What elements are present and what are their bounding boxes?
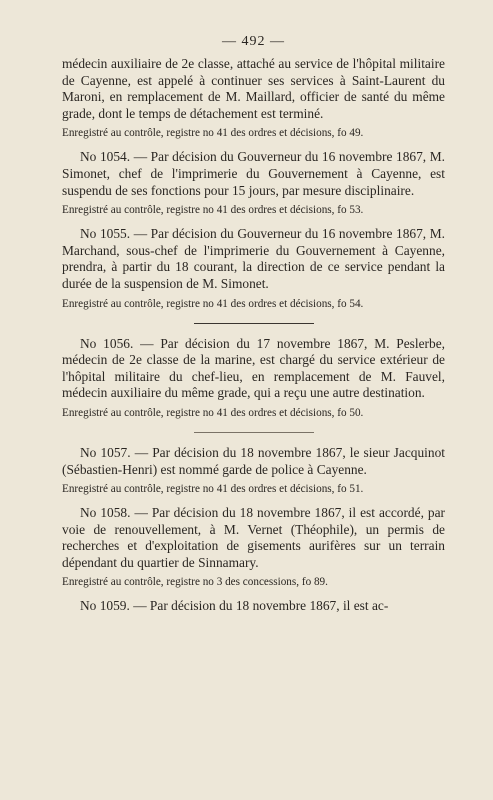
decision-1055-text: No 1055. — Par décision du Gouverneur du 16 novembre 1867, M. Marchand, sous-chef de l'imprimerie du Gouvernement à Cayenne, prendra, à partir du 18 courant, la direction de ce service pendant la durée de la suspension de M. Simonet.: [62, 226, 445, 291]
decision-1055-registration: Enregistré au contrôle, registre no 41 des ordres et décisions, fo 54.: [62, 297, 364, 310]
decision-1057-text: No 1057. — Par décision du 18 novembre 1867, le sieur Jacquinot (Sébastien-Henri) est nommé garde de police à Cayenne.: [62, 444, 445, 477]
section-separator: [194, 323, 314, 324]
decision-1058-text: No 1058. — Par décision du 18 novembre 1867, il est accordé, par voie de renouvellement, à M. Vernet (Théophile), un permis de recherches et d'exploitation de gisements aurifères sur un terrain dépendant du quartier de Sinnamary.: [62, 505, 445, 570]
decision-1058-registration: Enregistré au contrôle, registre no 3 des concessions, fo 89.: [62, 576, 328, 589]
page-number: — 492 —: [222, 34, 285, 49]
decision-1056-text: No 1056. — Par décision du 17 novembre 1867, M. Peslerbe, médecin de 2e classe de la marine, est chargé du service extérieur de l'hôpital militaire du chef-lieu, en remplacement de M. Fauvel, médecin auxiliaire du même grade, qui a reçu une autre destination.: [62, 335, 445, 401]
decision-1057-registration: Enregistré au contrôle, registre no 41 des ordres et décisions, fo 51.: [62, 483, 364, 496]
decision-1056-registration: Enregistré au contrôle, registre no 41 des ordres et décisions, fo 50.: [62, 406, 364, 419]
spacer: [62, 140, 445, 149]
decision-1059-text: No 1059. — Par décision du 18 novembre 1867, il est ac-: [80, 598, 389, 614]
spacer: [62, 589, 445, 598]
decision-1054-text: No 1054. — Par décision du Gouverneur du 16 novembre 1867, M. Simonet, chef de l'imprimerie du Gouvernement à Cayenne, est suspendu de ses fonctions pour 15 jours, par mesure disciplinaire.: [62, 149, 445, 198]
continuation-registration: Enregistré au contrôle, registre no 41 des ordres et décisions, fo 49.: [62, 127, 364, 140]
spacer: [62, 217, 445, 226]
section-separator: [194, 432, 314, 433]
decision-1054-registration: Enregistré au contrôle, registre no 41 des ordres et décisions, fo 53.: [62, 204, 364, 217]
continuation-text: médecin auxiliaire de 2e classe, attaché au service de l'hôpital militaire de Cayenne, est appelé à continuer ses services à Saint-Laurent du Maroni, en remplacement de M. Maillard, officier de santé du même grade, dont le temps de détachement est terminé.: [62, 56, 445, 121]
spacer: [62, 496, 445, 505]
